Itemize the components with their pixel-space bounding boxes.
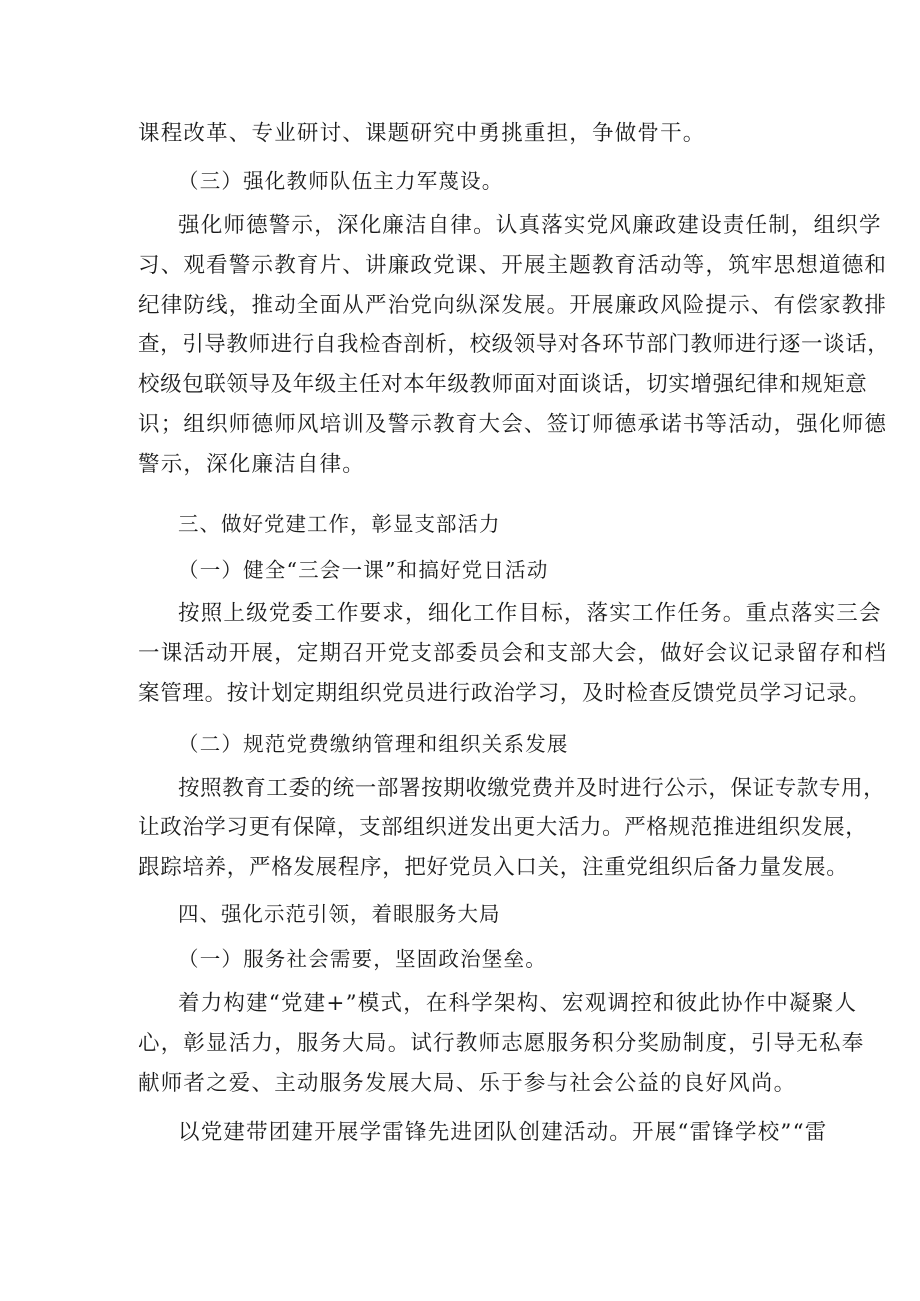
- paragraph-line: 心，彰显活力，服务大局。试行教师志愿服务积分奖励制度，引导无私奉: [138, 1031, 865, 1056]
- paragraph-line: 让政治学习更有保障，支部组织迸发出更大活力。严格规范推进组织发展，: [138, 815, 868, 840]
- section-heading-3: 三、做好党建工作，彰显支部活力: [178, 512, 501, 536]
- paragraph-line: 习、观看警示教育片、讲廉政党课、开展主题教育活动等，筑牢思想道德和: [138, 253, 888, 278]
- paragraph-line: 献师者之爱、主动服务发展大局、乐于参与社会公益的良好风尚。: [138, 1071, 797, 1096]
- paragraph-line: 着力构建“党建+”模式，在科学架构、宏观调控和彼此协作中凝聚人: [178, 991, 858, 1016]
- subheading-serve-society: （一）服务社会需要，坚固政治堡垒。: [178, 947, 547, 971]
- paragraph-line: 识；组织师德师风培训及警示教育大会、签订师德承诺书等活动，强化师德: [138, 412, 888, 437]
- paragraph-line: 以党建带团建开展学雷锋先进团队创建活动。开展“雷锋学校”“雷: [178, 1120, 828, 1145]
- subheading-strengthen-teachers: （三）强化教师队伍主力军蔑设。: [178, 169, 504, 193]
- paragraph-line: 纪律防线，推动全面从严治党向纵深发展。开展廉政风险提示、有偿家教排: [138, 293, 888, 318]
- section-heading-4: 四、强化示范引领，着眼服务大局: [178, 902, 501, 926]
- subheading-party-dues: （二）规范党费缴纳管理和组织关系发展: [178, 732, 569, 756]
- paragraph-line: 一课活动开展，定期召开党支部委员会和支部大会，做好会议记录留存和档: [138, 641, 888, 666]
- paragraph-line: 跟踪培养，严格发展程序，把好党员入口关，注重党组织后备力量发展。: [138, 855, 849, 880]
- paragraph-line: 按照教育工委的统一部署按期收缴党费并及时进行公示，保证专款专用，: [178, 776, 886, 801]
- paragraph-line: 按照上级党委工作要求，细化工作目标，落实工作任务。重点落实三会: [178, 601, 882, 626]
- paragraph-line: 警示，深化廉洁自律。: [138, 452, 366, 477]
- paragraph-line: 案管理。按计划定期组织党员进行政治学习，及时检查反馈党员学习记录。: [138, 681, 871, 706]
- subheading-three-meetings: （一）健全“三会一课”和搞好党日活动: [178, 558, 549, 582]
- paragraph-line: 强化师德警示，深化廉洁自律。认真落实党风廉政建设责任制，组织学: [178, 213, 882, 238]
- paragraph-line: 查，引导教师进行自我检杳剖析，校级领导对各环节部门教师进行逐一谈话，: [138, 332, 890, 357]
- paragraph-line: 课程改革、专业研讨、课题研究中勇挑重担，争做骨干。: [138, 121, 706, 146]
- paragraph-line: 校级包联领导及年级主任对本年级教师面对面谈话，切实增强纪律和规矩意: [138, 372, 868, 397]
